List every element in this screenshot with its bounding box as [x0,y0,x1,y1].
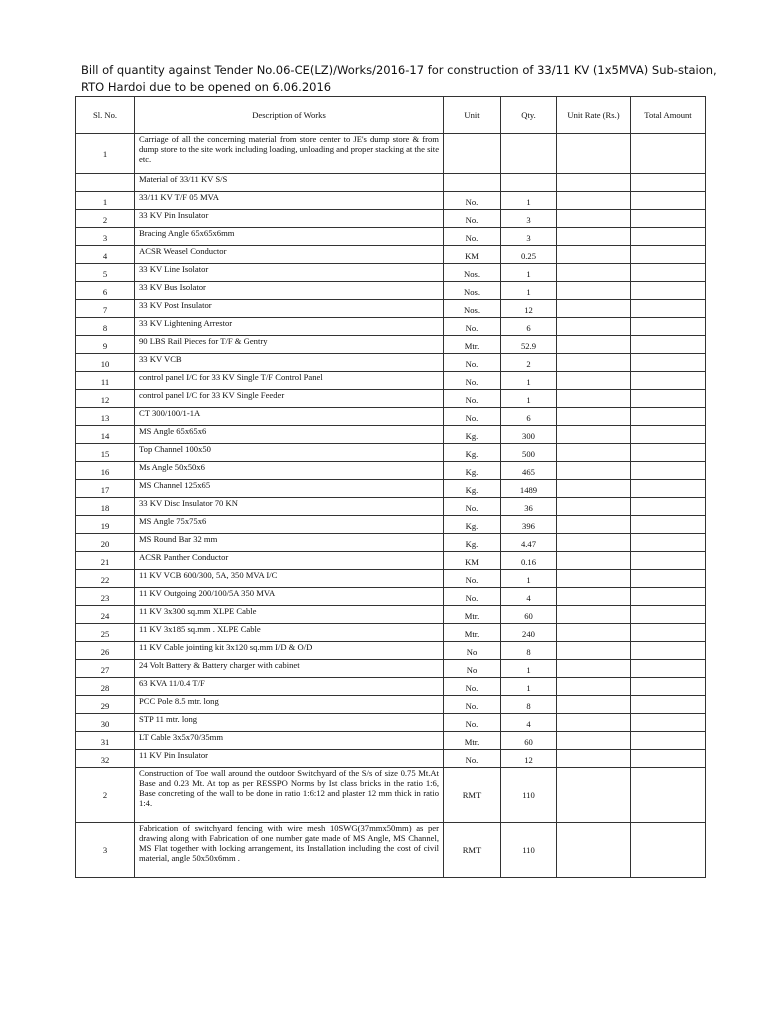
cell-unit-rate [557,408,631,426]
cell-qty: 6 [501,318,557,336]
cell-description: 33 KV Pin Insulator [135,210,444,228]
cell-unit: Kg. [444,480,501,498]
cell-unit-rate [557,264,631,282]
cell-qty: 8 [501,642,557,660]
cell-description: 11 KV 3x300 sq.mm XLPE Cable [135,606,444,624]
cell-unit: Kg. [444,516,501,534]
cell-description: 33 KV Lightening Arrestor [135,318,444,336]
cell-unit: Nos. [444,264,501,282]
cell-sl: 2 [76,768,135,823]
cell-total-amount [631,462,706,480]
cell-sl: 3 [76,823,135,878]
cell-sl: 26 [76,642,135,660]
cell-unit: Mtr. [444,624,501,642]
cell-unit: Mtr. [444,336,501,354]
cell-description: 11 KV 3x185 sq.mm . XLPE Cable [135,624,444,642]
cell-sl: 29 [76,696,135,714]
cell-qty: 4 [501,588,557,606]
cell-total-amount [631,588,706,606]
cell-total-amount [631,552,706,570]
heading-line-2: RTO Hardoi due to be opened on 6.06.2016 [81,80,332,94]
cell-unit: No. [444,588,501,606]
cell-unit: RMT [444,823,501,878]
table-row [76,588,706,606]
cell-unit: No. [444,354,501,372]
cell-description: Bracing Angle 65x65x6mm [135,228,444,246]
cell-total-amount [631,823,706,878]
cell-qty: 60 [501,732,557,750]
cell-total-amount [631,768,706,823]
cell-qty: 4 [501,714,557,732]
cell-total-amount [631,444,706,462]
table-row [76,642,706,660]
cell-unit-rate [557,732,631,750]
cell-unit: KM [444,552,501,570]
table-row [76,516,706,534]
cell-qty: 1 [501,660,557,678]
cell-unit-rate [557,134,631,174]
table-row [76,606,706,624]
cell-description: 33 KV Disc Insulator 70 KN [135,498,444,516]
cell-description: MS Angle 65x65x6 [135,426,444,444]
cell-total-amount [631,678,706,696]
cell-sl: 10 [76,354,135,372]
cell-total-amount [631,660,706,678]
cell-unit: No. [444,228,501,246]
cell-unit-rate [557,660,631,678]
cell-qty: 3 [501,210,557,228]
table-row-work-3 [76,823,706,878]
cell-unit: No [444,660,501,678]
cell-unit-rate [557,300,631,318]
cell-unit: No. [444,372,501,390]
cell-description: 33 KV Line Isolator [135,264,444,282]
cell-description: STP 11 mtr. long [135,714,444,732]
cell-description: Top Channel 100x50 [135,444,444,462]
table-row [76,462,706,480]
table-row [76,210,706,228]
cell-qty: 1 [501,264,557,282]
cell-qty: 60 [501,606,557,624]
cell-qty: 1 [501,570,557,588]
cell-sl: 24 [76,606,135,624]
section-label: Material of 33/11 KV S/S [135,174,444,192]
cell-total-amount [631,750,706,768]
table-row [76,498,706,516]
cell-unit-rate [557,480,631,498]
cell-total-amount [631,228,706,246]
cell-total-amount [631,210,706,228]
cell-unit: No. [444,570,501,588]
cell-sl: 1 [76,192,135,210]
cell-unit-rate [557,444,631,462]
table-row [76,480,706,498]
cell-sl: 12 [76,390,135,408]
col-header-qty: Qty. [501,97,557,134]
cell-sl: 31 [76,732,135,750]
bill-of-quantity-table [75,96,706,878]
cell-sl: 7 [76,300,135,318]
cell-unit-rate [557,336,631,354]
cell-unit: No. [444,318,501,336]
cell-unit-rate [557,714,631,732]
cell-unit: Nos. [444,300,501,318]
cell-unit-rate [557,768,631,823]
cell-total-amount [631,570,706,588]
cell-qty: 500 [501,444,557,462]
cell-qty: 300 [501,426,557,444]
table-row [76,228,706,246]
table-row [76,750,706,768]
cell-total-amount [631,336,706,354]
cell-total-amount [631,354,706,372]
cell-qty: 396 [501,516,557,534]
cell-unit: No. [444,678,501,696]
cell-sl: 30 [76,714,135,732]
cell-description: 11 KV VCB 600/300, 5A, 350 MVA I/C [135,570,444,588]
cell-sl: 22 [76,570,135,588]
cell-qty: 1489 [501,480,557,498]
table-row-intro [76,134,706,174]
cell-total-amount [631,624,706,642]
cell-qty: 2 [501,354,557,372]
cell-qty: 4.47 [501,534,557,552]
cell-sl: 8 [76,318,135,336]
cell-qty: 1 [501,192,557,210]
table-row [76,696,706,714]
cell-sl: 32 [76,750,135,768]
cell-unit: No. [444,498,501,516]
cell-sl: 25 [76,624,135,642]
cell-description: 11 KV Pin Insulator [135,750,444,768]
cell-sl: 27 [76,660,135,678]
cell-qty: 110 [501,768,557,823]
cell-sl: 11 [76,372,135,390]
cell-total-amount [631,300,706,318]
cell-description: MS Round Bar 32 mm [135,534,444,552]
cell-qty: 6 [501,408,557,426]
cell-unit-rate [557,516,631,534]
cell-sl: 9 [76,336,135,354]
cell-description: Ms Angle 50x50x6 [135,462,444,480]
cell-unit: No. [444,696,501,714]
cell-description: Construction of Toe wall around the outdoor Switchyard of the S/s of size 0.75 Mt.At Base and 0.23 Mt. At top as per RESSPO Norms by Ist class bricks in the ratio 1:6, Base concreting of the wall to be done in ratio 1:6:12 and plaster 12 mm thick in ratio 1:4. [135,768,444,823]
cell-unit: Mtr. [444,732,501,750]
cell-unit-rate [557,372,631,390]
cell-qty: 12 [501,750,557,768]
cell-description: 33 KV VCB [135,354,444,372]
cell-total-amount [631,516,706,534]
cell-description: ACSR Panther Conductor [135,552,444,570]
table-row [76,534,706,552]
cell-total-amount [631,282,706,300]
cell-unit-rate [557,570,631,588]
table-row [76,408,706,426]
cell-unit: No. [444,390,501,408]
cell-sl: 2 [76,210,135,228]
cell-unit: No. [444,210,501,228]
table-row [76,624,706,642]
cell-sl: 4 [76,246,135,264]
cell-sl [76,174,135,192]
cell-qty: 12 [501,300,557,318]
table-row [76,372,706,390]
col-header-total-amount: Total Amount [631,97,706,134]
cell-total-amount [631,134,706,174]
cell-description: 11 KV Cable jointing kit 3x120 sq.mm I/D & O/D [135,642,444,660]
cell-unit-rate [557,318,631,336]
cell-unit-rate [557,534,631,552]
cell-unit [444,174,501,192]
cell-total-amount [631,480,706,498]
cell-unit-rate [557,750,631,768]
cell-unit-rate [557,228,631,246]
cell-sl: 28 [76,678,135,696]
table-row [76,264,706,282]
cell-qty: 0.25 [501,246,557,264]
table-row [76,282,706,300]
cell-description: control panel I/C for 33 KV Single T/F Control Panel [135,372,444,390]
cell-total-amount [631,174,706,192]
col-header-unit: Unit [444,97,501,134]
cell-total-amount [631,390,706,408]
cell-unit-rate [557,426,631,444]
cell-unit-rate [557,624,631,642]
cell-qty: 1 [501,372,557,390]
cell-unit-rate [557,174,631,192]
cell-sl: 15 [76,444,135,462]
cell-description: LT Cable 3x5x70/35mm [135,732,444,750]
cell-description: 63 KVA 11/0.4 T/F [135,678,444,696]
cell-description: 11 KV Outgoing 200/100/5A 350 MVA [135,588,444,606]
cell-unit-rate [557,498,631,516]
cell-description: ACSR Weasel Conductor [135,246,444,264]
table-row [76,714,706,732]
table-row [76,390,706,408]
cell-unit-rate [557,210,631,228]
cell-total-amount [631,606,706,624]
cell-sl: 13 [76,408,135,426]
cell-unit-rate [557,390,631,408]
cell-unit-rate [557,552,631,570]
cell-qty [501,134,557,174]
table-row [76,354,706,372]
cell-unit: Kg. [444,534,501,552]
cell-unit-rate [557,606,631,624]
cell-unit: Kg. [444,426,501,444]
cell-unit-rate [557,192,631,210]
cell-qty: 1 [501,390,557,408]
col-header-description: Description of Works [135,97,444,134]
cell-qty [501,174,557,192]
cell-description: 24 Volt Battery & Battery charger with cabinet [135,660,444,678]
cell-total-amount [631,714,706,732]
cell-total-amount [631,426,706,444]
cell-description: MS Angle 75x75x6 [135,516,444,534]
cell-unit-rate [557,678,631,696]
table-row [76,570,706,588]
cell-description: control panel I/C for 33 KV Single Feeder [135,390,444,408]
cell-total-amount [631,192,706,210]
cell-sl: 23 [76,588,135,606]
cell-qty: 110 [501,823,557,878]
cell-sl: 14 [76,426,135,444]
cell-description: Carriage of all the concerning material from store center to JE's dump store & from dump store to the site work including loading, unloading and proper stacking at the site etc. [135,134,444,174]
table-row [76,552,706,570]
table-row [76,318,706,336]
cell-qty: 465 [501,462,557,480]
cell-unit-rate [557,246,631,264]
cell-sl: 20 [76,534,135,552]
cell-unit: No. [444,750,501,768]
cell-total-amount [631,246,706,264]
cell-description: CT 300/100/1-1A [135,408,444,426]
cell-unit: No [444,642,501,660]
cell-description: 33 KV Bus Isolator [135,282,444,300]
table-row-work-2 [76,768,706,823]
table-header-row [76,97,706,134]
cell-qty: 8 [501,696,557,714]
cell-sl: 18 [76,498,135,516]
cell-total-amount [631,318,706,336]
heading-line-1: Bill of quantity against Tender No.06-CE(LZ)/Works/2016-17 for construction of 33/11 KV (1x5MVA) Sub-staion, [81,63,717,77]
cell-unit-rate [557,588,631,606]
cell-unit-rate [557,696,631,714]
cell-unit-rate [557,282,631,300]
cell-sl: 21 [76,552,135,570]
cell-description: 33/11 KV T/F 05 MVA [135,192,444,210]
cell-description: Fabrication of switchyard fencing with wire mesh 10SWG(37mmx50mm) as per drawing along with Fabrication of one number gate made of MS Angle, MS Channel, MS Flat together with locking arrangement, its Installation including the cost of civil material, angle 50x50x6mm . [135,823,444,878]
cell-total-amount [631,498,706,516]
cell-unit: No. [444,714,501,732]
cell-total-amount [631,732,706,750]
table-row [76,192,706,210]
table-row [76,426,706,444]
cell-total-amount [631,408,706,426]
col-header-unit-rate: Unit Rate (Rs.) [557,97,631,134]
cell-qty: 1 [501,282,557,300]
table-row [76,246,706,264]
cell-description: MS Channel 125x65 [135,480,444,498]
cell-unit: RMT [444,768,501,823]
table-row [76,732,706,750]
cell-description: 90 LBS Rail Pieces for T/F & Gentry [135,336,444,354]
cell-unit: KM [444,246,501,264]
cell-qty: 0.16 [501,552,557,570]
cell-qty: 1 [501,678,557,696]
cell-sl: 3 [76,228,135,246]
cell-unit: Nos. [444,282,501,300]
cell-description: PCC Pole 8.5 mtr. long [135,696,444,714]
cell-sl: 6 [76,282,135,300]
cell-sl: 5 [76,264,135,282]
cell-total-amount [631,264,706,282]
cell-unit-rate [557,354,631,372]
cell-unit: Mtr. [444,606,501,624]
cell-sl: 19 [76,516,135,534]
table-row [76,678,706,696]
cell-total-amount [631,372,706,390]
cell-unit: No. [444,192,501,210]
cell-unit: Kg. [444,462,501,480]
cell-unit-rate [557,642,631,660]
table-row-section [76,174,706,192]
table-row [76,336,706,354]
table-row [76,660,706,678]
cell-sl: 17 [76,480,135,498]
cell-unit-rate [557,462,631,480]
cell-sl: 1 [76,134,135,174]
cell-unit-rate [557,823,631,878]
cell-qty: 240 [501,624,557,642]
cell-unit: Kg. [444,444,501,462]
cell-total-amount [631,534,706,552]
cell-qty: 52.9 [501,336,557,354]
cell-qty: 3 [501,228,557,246]
cell-description: 33 KV Post Insulator [135,300,444,318]
cell-sl: 16 [76,462,135,480]
cell-total-amount [631,696,706,714]
cell-unit [444,134,501,174]
document-heading [81,62,721,96]
cell-unit: No. [444,408,501,426]
cell-qty: 36 [501,498,557,516]
table-row [76,300,706,318]
col-header-sl-no: Sl. No. [76,97,135,134]
cell-total-amount [631,642,706,660]
table-row [76,444,706,462]
